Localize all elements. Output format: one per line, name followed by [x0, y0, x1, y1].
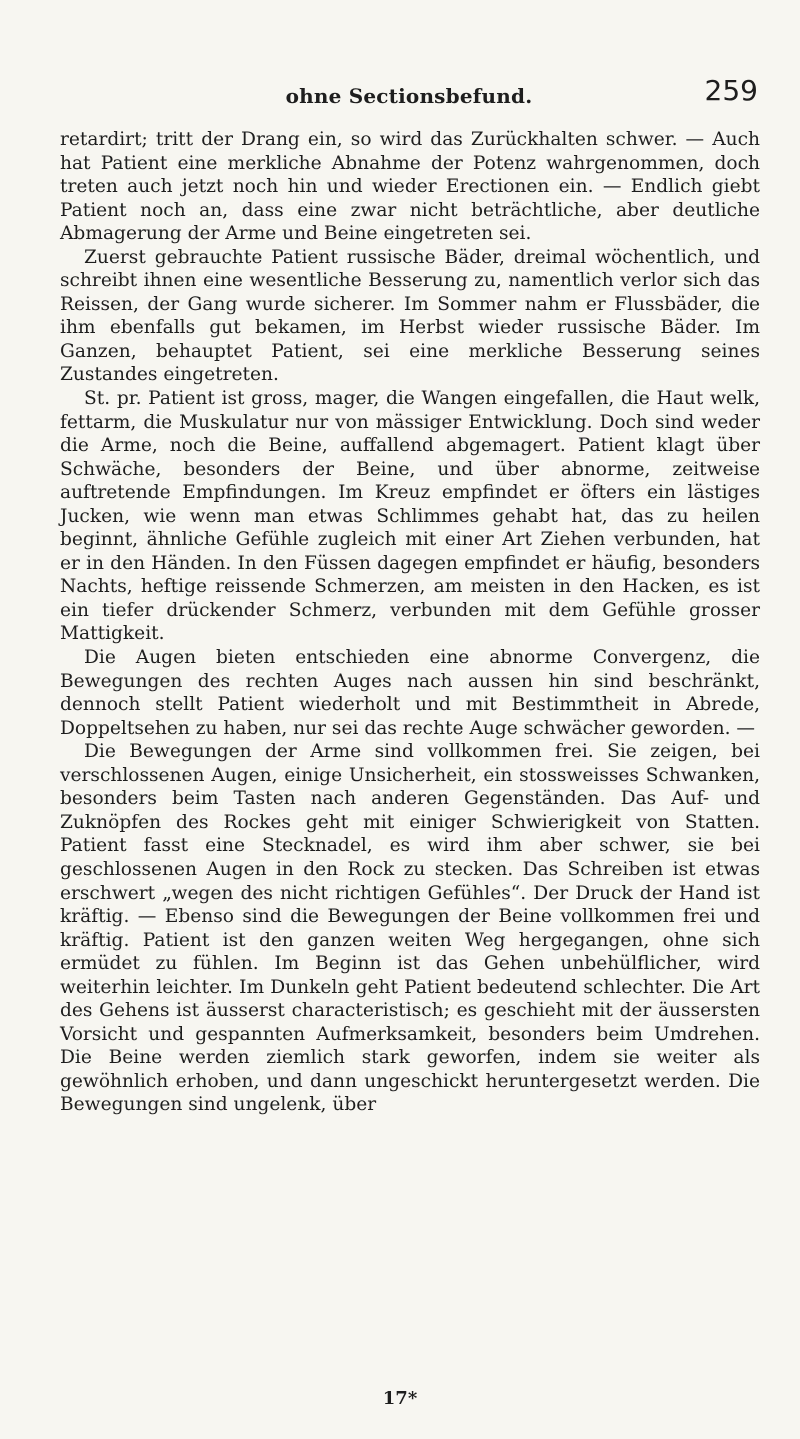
paragraph-4: Die Augen bieten entschieden eine abnorme Convergenz, die Bewegungen des rechten Auges nach aussen hin sind beschränkt, dennoch stellt Patient wiederholt und mit Bestimmtheit in Abrede, Doppeltsehen zu haben, nur sei das rechte Auge schwächer geworden. —	[60, 647, 760, 739]
paragraph-1: retardirt; tritt der Drang ein, so wird das Zurückhalten schwer. — Auch hat Patient eine merkliche Abnahme der Potenz wahrgenommen, doch treten auch jetzt noch hin und wieder Erectionen ein. — Endlich giebt Patient noch an, dass eine zwar nicht beträchtliche, aber deutliche Abmagerung der Arme und Beine eingetreten sei.	[60, 129, 760, 245]
running-title: ohne Sectionsbefund.	[285, 84, 533, 108]
signature-mark: 17*	[382, 1388, 418, 1409]
paragraph-5: Die Bewegungen der Arme sind vollkommen frei. Sie zeigen, bei verschlossenen Augen, einige Unsicherheit, ein stossweisses Schwanken, besonders beim Tasten nach anderen Gegenständen. Das Auf- und Zuknöpfen des Rockes geht mit einiger Schwierigkeit von Statten. Patient fasst eine Stecknadel, es wird ihm aber schwer, sie bei geschlossenen Augen in den Rock zu stecken. Das Schreiben ist etwas erschwert „wegen des nicht richtigen Gefühles“. Der Druck der Hand ist kräftig. — Ebenso sind die Bewegungen der Beine vollkommen frei und kräftig. Patient ist den ganzen weiten Weg hergegangen, ohne sich ermüdet zu fühlen. Im Beginn ist das Gehen unbehülflicher, wird weiterhin leichter. Im Dunkeln geht Patient bedeutend schlechter. Die Art des Gehens ist äusserst characteristisch; es geschieht mit der äussersten Vorsicht und gespannten Aufmerksamkeit, besonders beim Umdrehen. Die Beine werden ziemlich stark geworfen, indem sie weiter als gewöhnlich erhoben, und dann ungeschickt heruntergesetzt werden. Die Bewegungen sind ungelenk, über	[60, 741, 760, 1116]
paragraph-3: St. pr. Patient ist gross, mager, die Wangen eingefallen, die Haut welk, fettarm, die Muskulatur nur von mässiger Entwicklung. Doch sind weder die Arme, noch die Beine, auffallend abgemagert. Patient klagt über Schwäche, besonders der Beine, und über abnorme, zeitweise auftretende Empfindungen. Im Kreuz empfindet er öfters ein lästiges Jucken, wie wenn man etwas Schlimmes gehabt hat, das zu heilen beginnt, ähnliche Gefühle zugleich mit einer Art Ziehen verbunden, hat er in den Händen. In den Füssen dagegen empfindet er häufig, besonders Nachts, heftige reissende Schmerzen, am meisten in den Hacken, es ist ein tiefer drückender Schmerz, verbunden mit dem Gefühle grosser Mattigkeit.	[60, 388, 760, 645]
body-text	[60, 128, 760, 1117]
page-number: 259	[704, 74, 758, 107]
page-header	[60, 74, 758, 114]
paragraph-2: Zuerst gebrauchte Patient russische Bäder, dreimal wöchentlich, und schreibt ihnen eine wesentliche Besserung zu, namentlich verlor sich das Reissen, der Gang wurde sicherer. Im Sommer nahm er Flussbäder, die ihm ebenfalls gut bekamen, im Herbst wieder russische Bäder. Im Ganzen, behauptet Patient, sei eine merkliche Besserung seines Zustandes eingetreten.	[60, 246, 760, 386]
